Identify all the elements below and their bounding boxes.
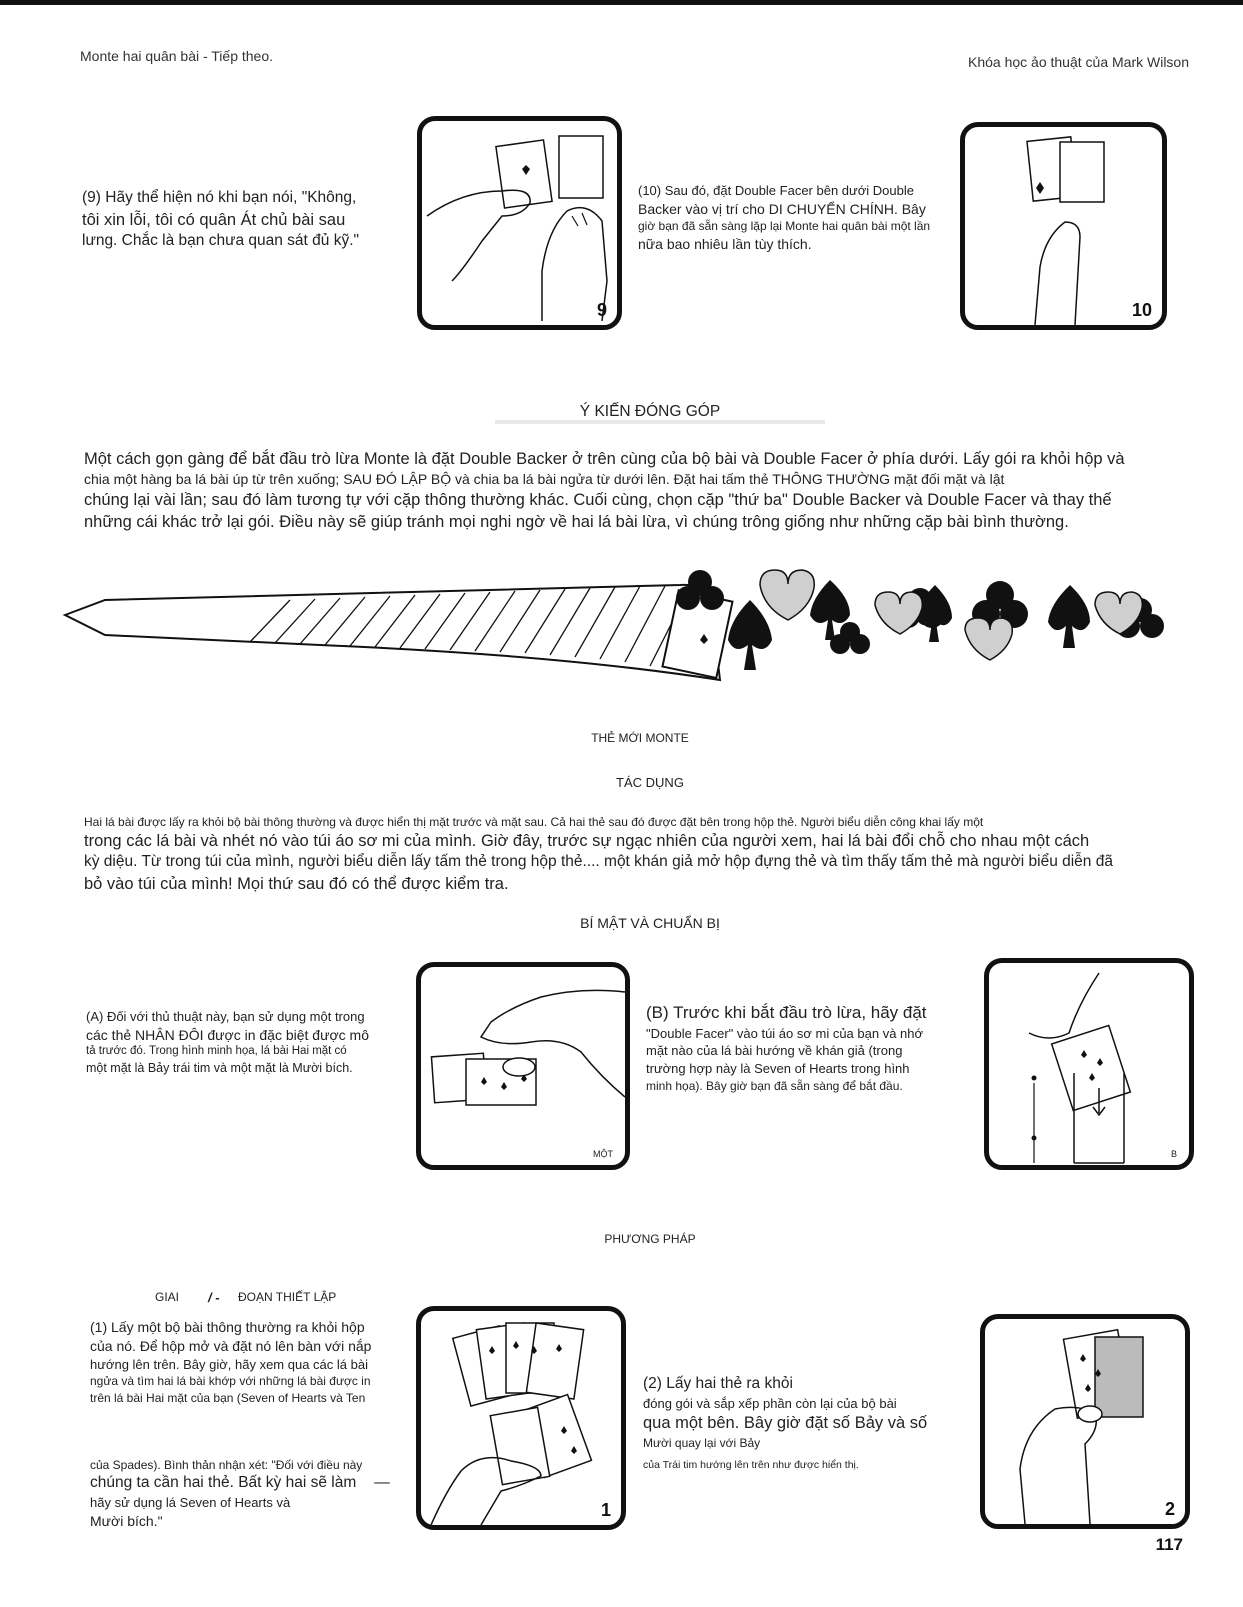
panel-number: 2 [1164,1499,1175,1519]
scan-artifact-line [495,420,825,424]
step-1-line: ngửa và tìm hai lá bài khớp với những lá bài được in [90,1374,371,1389]
step-2-line: (2) Lấy hai thẻ ra khỏi [643,1375,793,1392]
step-9-line: (9) Hãy thể hiện nó khi bạn nói, "Không, [82,189,357,206]
hand-holding-seven-and-ten-illustration [985,1319,1185,1524]
step-1-line: Mười bích." [90,1512,163,1529]
step-1-text-cont [90,1457,420,1531]
step-2-text [643,1374,973,1451]
illustration-panel-1 [416,1306,626,1530]
hand-fanning-deck-illustration [421,1311,621,1525]
illustration-panel-b [984,958,1194,1170]
method-heading: PHƯƠNG PHÁP [604,1232,696,1246]
step-1-line: (1) Lấy một bộ bài thông thường ra khỏi hộp [90,1319,365,1335]
step-2-line: của Trái tim hướng lên trên như được hiển thị. [643,1459,859,1471]
panel-number: 9 [596,300,607,320]
step-10-line: (10) Sau đó, đặt Double Facer bên dưới Double [638,183,914,198]
step-1-line: của nó. Để hộp mở và đặt nó lên bàn với nắp [90,1337,372,1354]
step-1-line: trên lá bài Hai mặt của bạn (Seven of Hearts và Ten [90,1390,366,1405]
step-1-line-text: chúng ta cần hai thẻ. Bất kỳ hai sẽ làm [90,1474,357,1492]
step-10-text [638,182,958,254]
illustration-panel-9 [417,116,622,330]
step-a-line: (A) Đối với thủ thuật này, bạn sử dụng một trong [86,1009,365,1024]
step-a-line: các thẻ NHÂN ĐÔI được in đặc biệt được mô [86,1026,369,1043]
step-10-line: Backer vào vị trí cho DI CHUYỂN CHÍNH. Bây [638,200,926,217]
hand-holding-cards-illustration [965,127,1162,325]
running-header-right: Khóa học ảo thuật của Mark Wilson [968,54,1190,70]
effect-line: Hai lá bài được lấy ra khỏi bộ bài thông thường và được hiển thị mặt trước và mặt sau. Cả hai thẻ sau đó được đặt bên trong hộp thẻ. Người biểu diễn công khai lấy một [84,815,984,829]
effect-heading: TÁC DỤNG [616,775,684,790]
effect-line: trong các lá bài và nhét nó vào túi áo sơ mi của mình. Giờ đây, trước sự ngạc nhiên của người xem, hai lá bài đổi chỗ cho nhau một cách [84,832,1090,851]
step-1-line [90,1473,420,1494]
step-1-dash: — [374,1474,390,1492]
card-into-shirt-pocket-illustration [989,963,1189,1165]
panel-number: 10 [1131,300,1152,320]
hand-holding-two-cards-illustration [422,121,617,325]
step-b-text [646,1002,966,1094]
phase-label-mark: / - [208,1290,220,1305]
step-9-line: lưng. Chắc là bạn chưa quan sát đủ kỹ." [82,232,360,250]
effect-paragraph [84,814,1204,896]
step-9-text [82,188,402,252]
step-b-line: "Double Facer" vào túi áo sơ mi của bạn và nhớ [646,1025,924,1041]
page-number: 117 [1155,1535,1183,1554]
illustration-panel-10 [960,122,1167,330]
step-10-line: giờ bạn đã sẵn sàng lặp lại Monte hai quân bài một lần [638,219,931,234]
step-1-line: hướng lên trên. Bây giờ, hãy xem qua các lá bài [90,1356,368,1372]
comments-line: chia một hàng ba lá bài úp từ trên xuống; SAU ĐÓ LẬP BỘ và chia ba lá bài ngửa từ dưới lên. Đặt hai tấm thẻ THÔNG THƯỜNG mặt đối mặt và lật [84,471,1005,488]
running-header-left: Monte hai quân bài - Tiếp theo. [80,48,274,64]
step-a-text [86,1008,396,1077]
step-2-line: đóng gói và sắp xếp phần còn lại của bộ bài [643,1395,897,1411]
secret-heading: BÍ MẬT VÀ CHUẨN BỊ [580,915,720,931]
comments-line: chúng lại vài lần; sau đó làm tương tự với cặp thông thường khác. Cuối cùng, chọn cặp "thứ ba" Double Backer và Double Facer và thay thế [84,491,1112,510]
step-1-text [90,1318,420,1406]
panel-label: B [1170,1149,1177,1159]
step-2-line: Mười quay lại với Bảy [643,1435,761,1450]
step-2-line: qua một bên. Bây giờ đặt số Bảy và số [643,1414,928,1433]
phase-label-part-b: ĐOẠN THIẾT LẬP [238,1290,337,1304]
step-b-line: trường hợp này là Seven of Hearts trong hình [646,1061,910,1077]
comments-heading: Ý KIẾN ĐÓNG GÓP [579,403,721,420]
step-b-line: mặt nào của lá bài hướng về khán giả (trong [646,1043,903,1059]
comments-line: những cái khác trở lại gói. Điều này sẽ giúp tránh mọi nghi ngờ về hai lá bài lừa, vì chúng trông giống như những cặp bài bình thường. [84,513,1069,532]
step-1-line: của Spades). Bình thản nhận xét: "Đối với điều này [90,1458,363,1472]
effect-line: bỏ vào túi của mình! Mọi thứ sau đó có thể được kiểm tra. [84,875,509,894]
step-b-line: minh họa). Bây giờ bạn đã sẵn sàng để bắt đầu. [646,1078,903,1093]
illustration-panel-2 [980,1314,1190,1529]
card-spread-banner-illustration [60,560,1200,700]
step-b-line: (B) Trước khi bắt đầu trò lừa, hãy đặt [646,1003,927,1022]
top-edge-bar [0,0,1243,5]
hand-with-double-facer-card-illustration [421,967,625,1165]
illustration-panel-a [416,962,630,1170]
trick-title: THẺ MỚI MONTE [591,731,689,745]
comments-paragraph [84,448,1194,534]
step-1-line: hãy sử dụng lá Seven of Hearts và [90,1495,291,1511]
step-a-line: tả trước đó. Trong hình minh họa, lá bài Hai mặt có [86,1045,347,1058]
step-10-line: nữa bao nhiêu lần tùy thích. [638,235,812,252]
comments-line: Một cách gọn gàng để bắt đầu trò lừa Monte là đặt Double Backer ở trên cùng của bộ bài và Double Facer ở phía dưới. Lấy gói ra khỏi hộp và [84,450,1125,468]
step-a-line: một mặt là Bảy trái tim và một mặt là Mười bích. [86,1060,353,1075]
phase-label-part-a: GIAI [155,1290,180,1304]
panel-label: MỘT [593,1149,613,1159]
effect-line: kỳ diệu. Từ trong túi của mình, người biểu diễn lấy tấm thẻ trong hộp thẻ.... một khán giả mở hộp đựng thẻ và tìm thấy tấm thẻ mà người biểu diễn đã [84,853,1113,871]
panel-number: 1 [600,1500,611,1520]
step-9-line: tôi xin lỗi, tôi có quân Át chủ bài sau [82,210,346,229]
